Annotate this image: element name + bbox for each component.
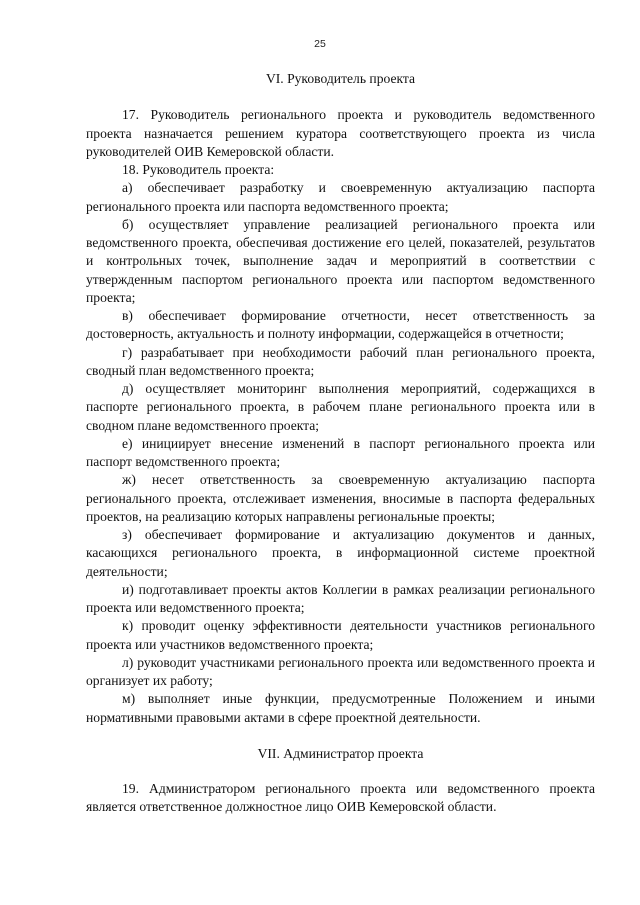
paragraph: е) инициирует внесение изменений в паспорт регионального проекта или паспорт ведомственного проекта;	[86, 435, 595, 469]
paragraph: б) осуществляет управление реализацией регионального проекта или ведомственного проекта, обеспечивая достижение его целей, показателей, результатов и контрольных точек, выполнение задач и мероприятий в соответствии с утвержденным паспортом регионального проекта или паспортом ведомственного проекта;	[86, 216, 595, 305]
section-heading: VI. Руководитель проекта	[265, 71, 416, 86]
page-number: 25	[314, 38, 326, 50]
paragraph: к) проводит оценку эффективности деятельности участников регионального проекта или участников ведомственного проекта;	[86, 618, 595, 652]
paragraph: з) обеспечивает формирование и актуализацию документов и данных, касающихся регионального проекта, в информационной системе проектной деятельности;	[86, 527, 595, 579]
paragraph: г) разрабатывает при необходимости рабочий план регионального проекта, сводный план ведомственного проекта;	[86, 344, 595, 378]
paragraph: 17. Руководитель регионального проекта и руководитель ведомственного проекта назначается решением куратора соответствующего проекта из числа руководителей ОИВ Кемеровской области.	[86, 107, 595, 159]
paragraph: и) подготавливает проекты актов Коллегии в рамках реализации регионального проекта или ведомственного проекта;	[86, 581, 595, 615]
paragraph: в) обеспечивает формирование отчетности, несет ответственность за достоверность, актуальность и полноту информации, содержащейся в отчетности;	[86, 308, 595, 342]
paragraph: а) обеспечивает разработку и своевременную актуализацию паспорта регионального проекта или паспорта ведомственного проекта;	[86, 180, 595, 214]
paragraph: 18. Руководитель проекта:	[122, 162, 275, 177]
paragraph: д) осуществляет мониторинг выполнения мероприятий, содержащихся в паспорте регионального проекта, в рабочем плане регионального проекта или в сводном плане ведомственного проекта;	[86, 381, 595, 433]
section-heading: VII. Администратор проекта	[257, 745, 424, 761]
paragraph: ж) несет ответственность за своевременную актуализацию паспорта регионального проекта, отслеживает изменения, вносимые в паспорта федеральных проектов, на реализацию которых направлены региональные проекты;	[86, 472, 595, 524]
paragraph: м) выполняет иные функции, предусмотренные Положением и иными нормативными правовыми актами в сфере проектной деятельности.	[86, 691, 595, 725]
paragraph: л) руководит участниками регионального проекта или ведомственного проекта и организует их работу;	[86, 654, 595, 688]
document-body	[86, 70, 595, 817]
paragraph: 19. Администратором регионального проекта или ведомственного проекта является ответственное должностное лицо ОИВ Кемеровской области.	[86, 781, 595, 815]
